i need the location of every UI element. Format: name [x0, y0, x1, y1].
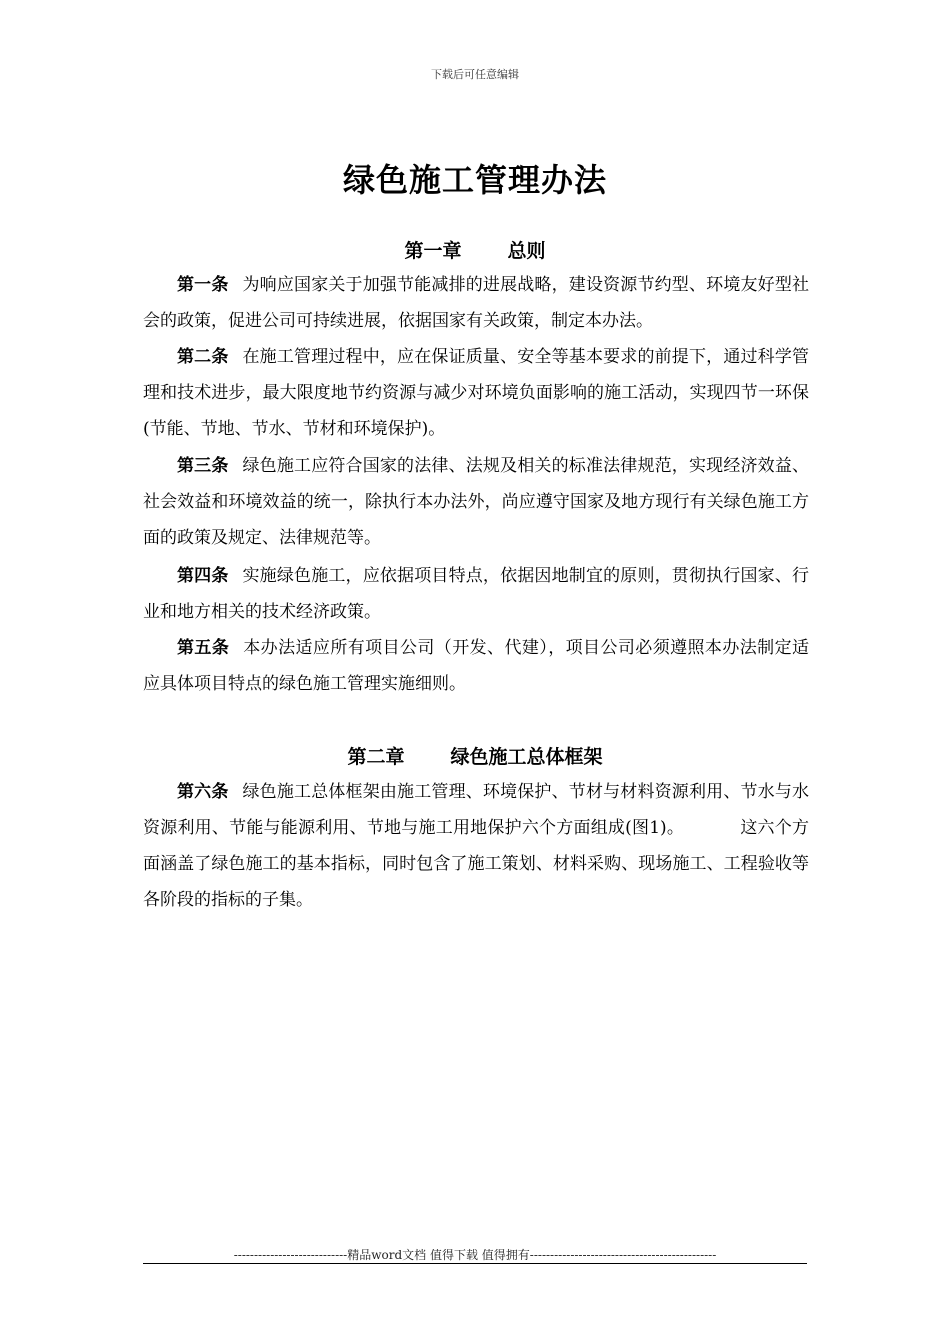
article-3: [143, 448, 809, 556]
article-text: 在施工管理过程中，应在保证质量、安全等基本要求的前提下，通过科学管理和技术进步，最大限度地节约资源与减少对环境负面影响的施工活动，实现四节一环保(节能、节地、节水、节材和环境保护)。: [143, 347, 809, 439]
chapter-number: 第一章: [404, 240, 462, 262]
chapter-heading-2: [0, 742, 950, 769]
document-title: 绿色施工管理办法: [342, 161, 607, 199]
page-header: 下载后可任意编辑: [431, 68, 519, 81]
chapter-name: 总则: [507, 240, 546, 262]
footer-rule: [143, 1263, 807, 1264]
page-footer: ----------------------------精品word文档 值得下载 值得拥有----------------------------------------------: [233, 1248, 717, 1262]
article-text: 本办法适应所有项目公司（开发、代建），项目公司必须遵照本办法制定适应具体项目特点的绿色施工管理实施细则。: [143, 638, 810, 694]
article-2: [143, 339, 809, 447]
chapter-number: 第二章: [347, 746, 405, 768]
article-1: [143, 267, 809, 339]
chapter-name: 绿色施工总体框架: [450, 746, 603, 768]
article-6: [143, 774, 809, 918]
article-label: 第四条: [177, 566, 229, 586]
article-5: [143, 630, 809, 702]
article-text: 绿色施工应符合国家的法律、法规及相关的标准法律规范，实现经济效益、社会效益和环境效益的统一，除执行本办法外，尚应遵守国家及地方现行有关绿色施工方面的政策及规定、法律规范等。: [143, 456, 809, 548]
chapter-heading-1: [0, 236, 950, 263]
article-label: 第三条: [177, 456, 229, 476]
article-label: 第五条: [177, 638, 230, 658]
article-text: 为响应国家关于加强节能减排的进展战略，建设资源节约型、环境友好型社会的政策，促进公司可持续进展，依据国家有关政策，制定本办法。: [143, 275, 809, 331]
article-text: 实施绿色施工，应依据项目特点，依据因地制宜的原则，贯彻执行国家、行业和地方相关的技术经济政策。: [143, 566, 809, 622]
article-label: 第一条: [177, 275, 229, 295]
article-text: 绿色施工总体框架由施工管理、环境保护、节材与材料资源利用、节水与水资源利用、节能与能源利用、节地与施工用地保护六个方面组成(图1)。: [143, 782, 809, 838]
article-label: 第二条: [177, 347, 229, 367]
article-label: 第六条: [177, 782, 229, 802]
article-text-continued: 这六个方面涵盖了绿色施工的基本指标，同时包含了施工策划、材料采购、现场施工、工程验收等各阶段的指标的子集。: [143, 818, 809, 910]
article-4: [143, 558, 809, 630]
